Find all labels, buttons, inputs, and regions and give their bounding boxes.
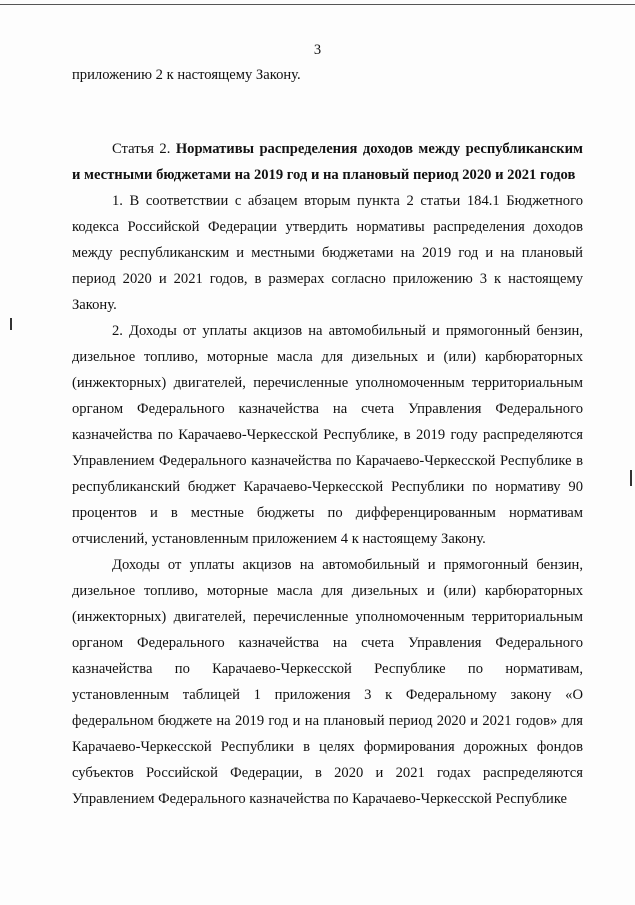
article-label: Статья 2. xyxy=(112,141,171,157)
page-number: 3 xyxy=(313,42,322,58)
scan-edge-mark xyxy=(10,318,12,330)
document-body xyxy=(72,62,583,812)
paragraph-3: Доходы от уплаты акцизов на автомобильный и прямогонный бензин, дизельное топливо, моторные масла для дизельных и (или) карбюраторных (инжекторных) двигателей, перечисленные уполномоченным территориальным органом Федерального казначейства на счета Управления Федерального казначейства по Карачаево-Черкесской Республике по нормативам, установленным таблицей 1 приложения 3 к Федеральному закону «О федеральном бюджете на 2019 год и на плановый период 2020 и 2021 годов» для Карачаево-Черкесской Республики в целях формирования дорожных фондов субъектов Российской Федерации, в 2020 и 2021 годах распределяются Управлением Федерального казначейства по Карачаево-Черкесской Республике xyxy=(72,557,583,807)
paragraph-2: 2. Доходы от уплаты акцизов на автомобильный и прямогонный бензин, дизельное топливо, моторные масла для дизельных и (или) карбюраторных (инжекторных) двигателей, перечисленные уполномоченным территориальным органом Федерального казначейства на счета Управления Федерального казначейства по Карачаево-Черкесской Республике, в 2019 году распределяются Управлением Федерального казначейства по Карачаево-Черкесской Республике в республиканский бюджет Карачаево-Черкесской Республики по нормативу 90 процентов и в местные бюджеты по дифференцированным нормативам отчислений, установленным приложением 4 к настоящему Закону. xyxy=(72,323,583,547)
intro-tail-text: приложению 2 к настоящему Закону. xyxy=(72,67,301,83)
top-border-line xyxy=(0,4,635,5)
article-heading xyxy=(72,136,583,188)
paragraph-1: 1. В соответствии с абзацем вторым пункта 2 статьи 184.1 Бюджетного кодекса Российской Федерации утвердить нормативы распределения доходов между республиканским и местными бюджетами на 2019 год и на плановый период 2020 и 2021 годов, в размерах согласно приложению 3 к настоящему Закону. xyxy=(72,193,583,313)
article-title: Нормативы распределения доходов между республиканским и местными бюджетами на 2019 год и на плановый период 2020 и 2021 годов xyxy=(72,141,583,183)
scan-edge-mark xyxy=(630,470,632,486)
